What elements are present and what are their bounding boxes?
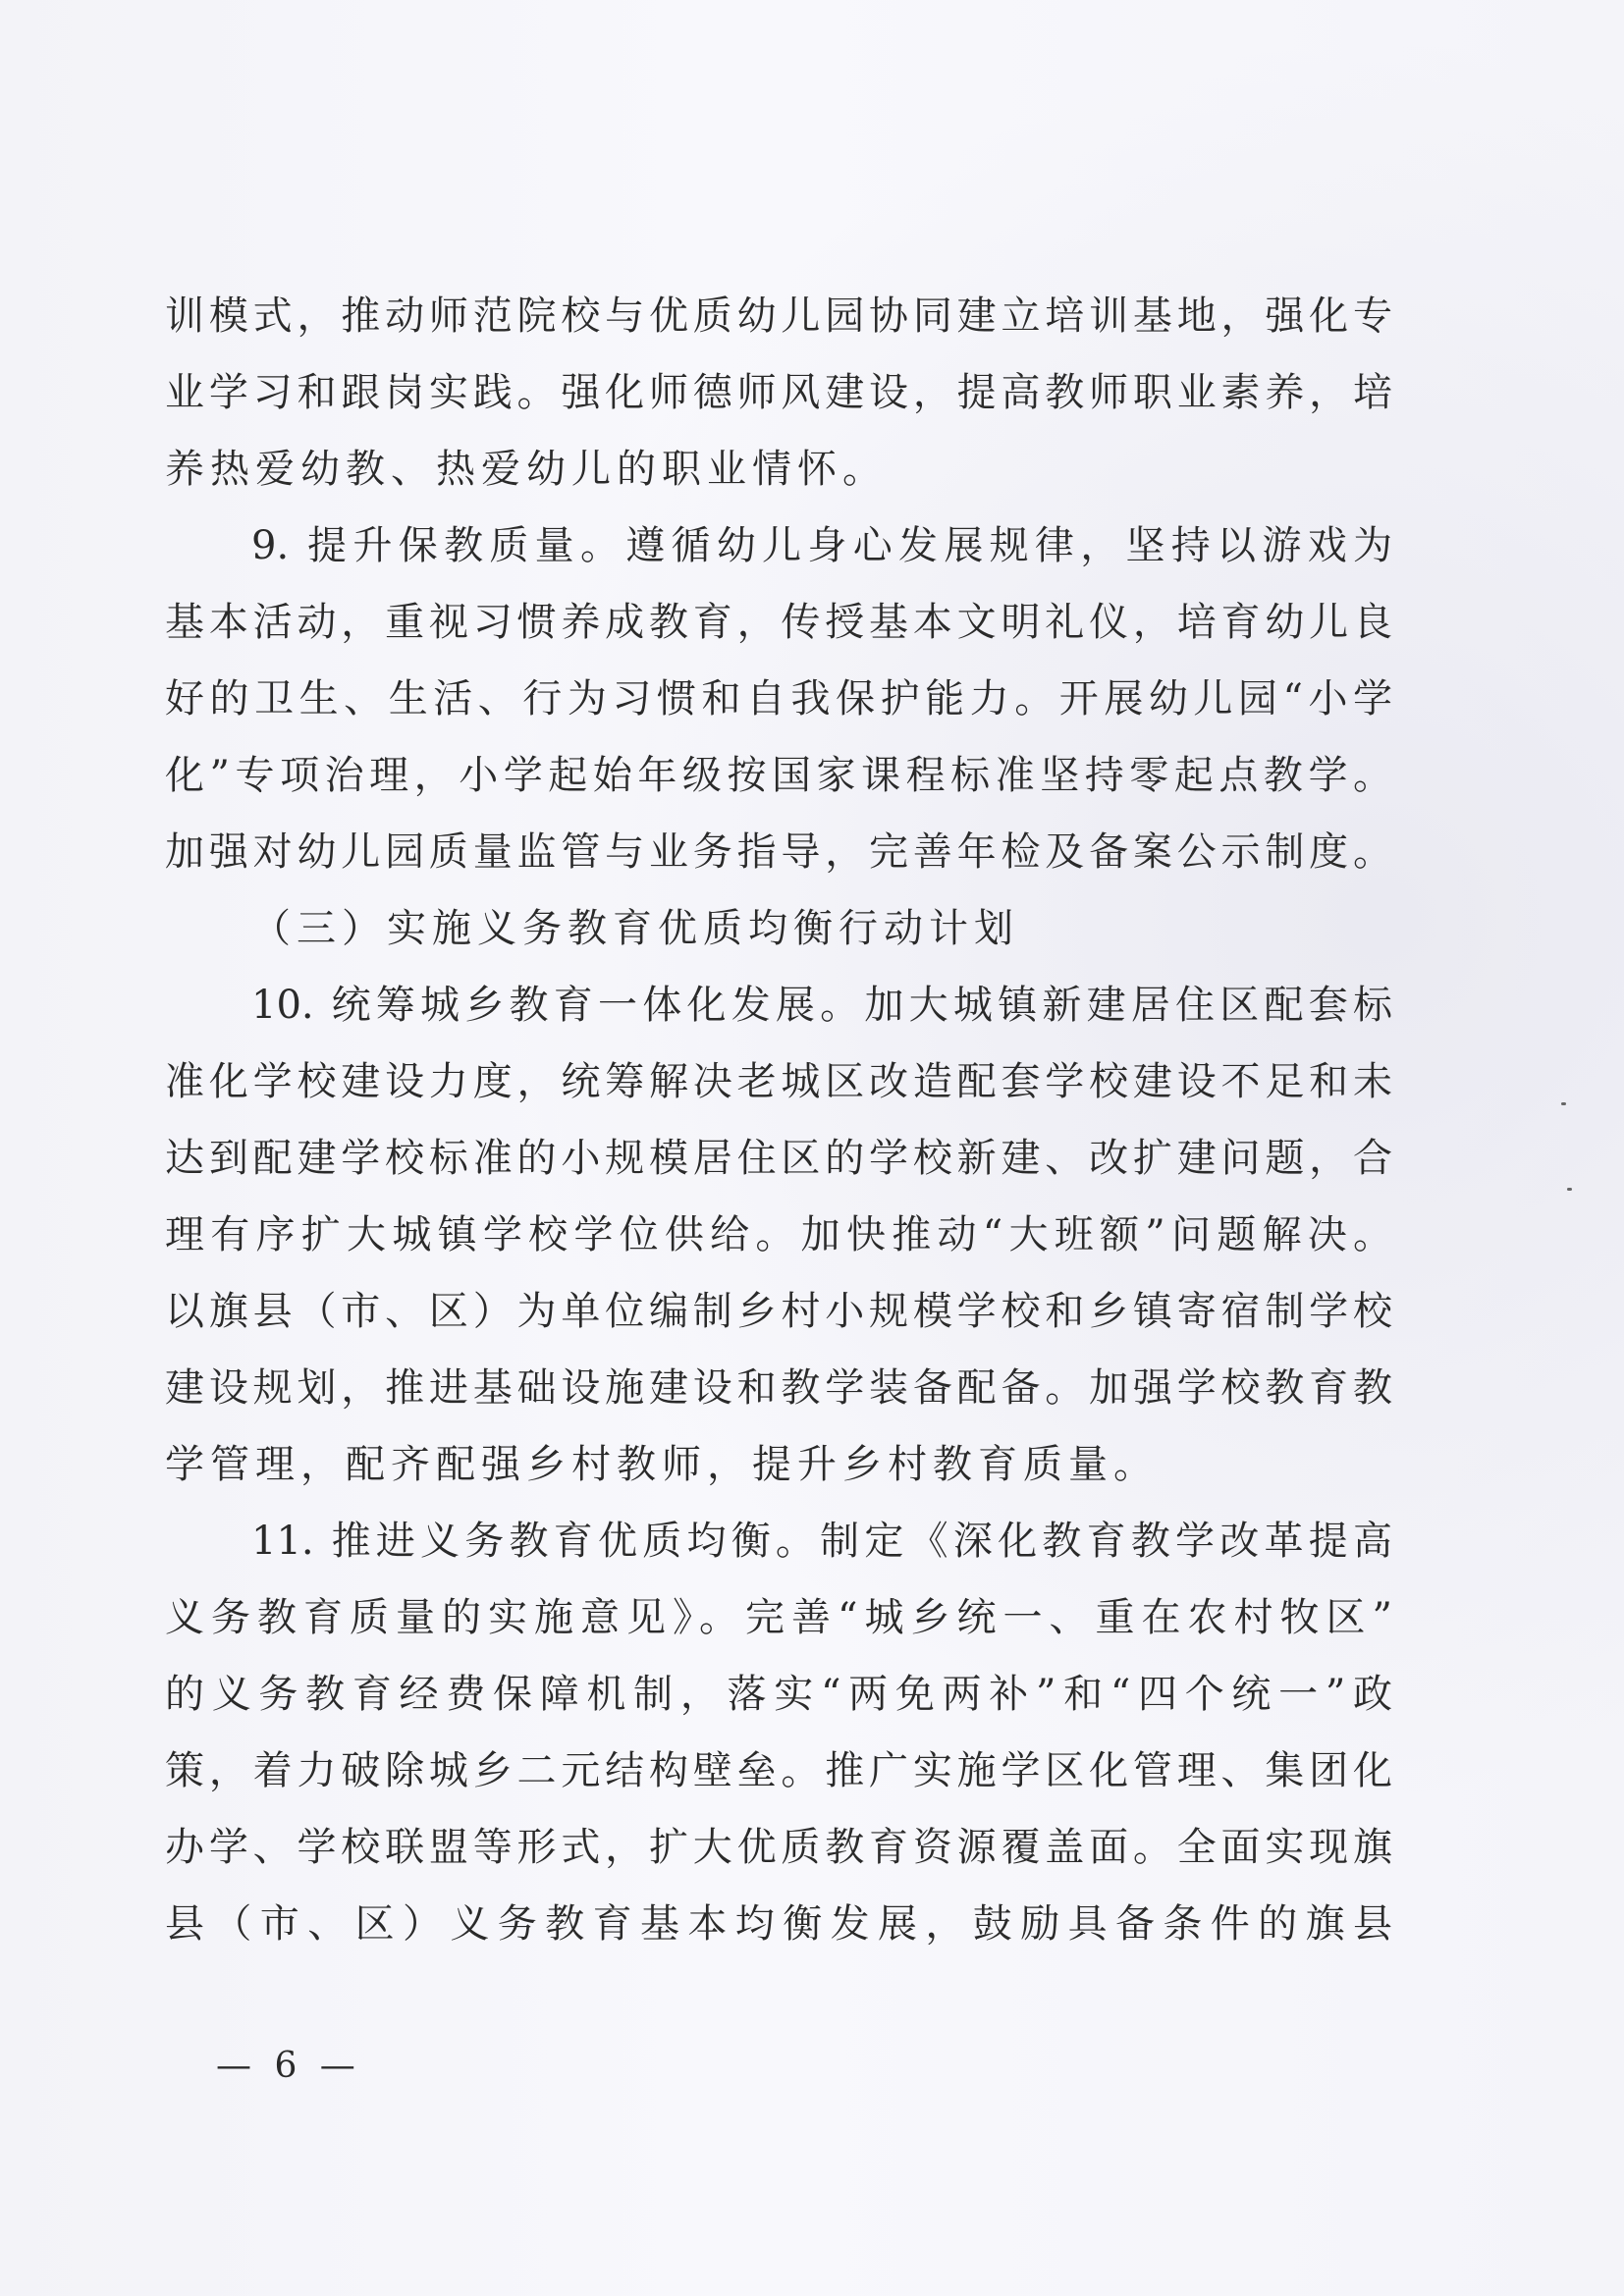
text-line: 办学、学校联盟等形式，扩大优质教育资源覆盖面。全面实现旗 (165, 1825, 1392, 1870)
text-line: 达到配建学校标准的小规模居住区的学校新建、改扩建问题，合 (165, 1136, 1392, 1181)
text-line: 的义务教育经费保障机制，落实“两免两补”和“四个统一”政 (165, 1672, 1392, 1717)
text-line: 好的卫生、生活、行为习惯和自我保护能力。开展幼儿园“小学 (165, 676, 1392, 721)
text-line: 学管理，配齐配强乡村教师，提升乡村教育质量。 (165, 1442, 1159, 1487)
text-line: 义务教育质量的实施意见》。完善“城乡统一、重在农村牧区” (165, 1595, 1392, 1640)
text-line: 策，着力破除城乡二元结构壁垒。推广实施学区化管理、集团化 (165, 1748, 1392, 1793)
scan-speck (1561, 1102, 1566, 1105)
text-line: 县（市、区）义务教育基本均衡发展，鼓励具备条件的旗县 (165, 1901, 1392, 1947)
text-line: 养热爱幼教、热爱幼儿的职业情怀。 (165, 447, 888, 492)
text-line: 业学习和跟岗实践。强化师德师风建设，提高教师职业素养，培 (165, 370, 1392, 415)
text-line: 建设规划，推进基础设施建设和教学装备配备。加强学校教育教 (165, 1365, 1392, 1411)
text-line: 11. 推进义务教育优质均衡。制定《深化教育教学改革提高 (251, 1519, 1392, 1564)
text-line: 化”专项治理，小学起始年级按国家课程标准坚持零起点教学。 (165, 753, 1392, 798)
text-line: 10. 统筹城乡教育一体化发展。加大城镇新建居住区配套标 (251, 983, 1392, 1028)
text-line: 训模式，推动师范院校与优质幼儿园协同建立培训基地，强化专 (165, 294, 1392, 339)
page-number: — 6 — (216, 2046, 361, 2086)
scan-speck (1567, 1188, 1572, 1191)
section-heading: （三）实施义务教育优质均衡行动计划 (251, 906, 1019, 951)
text-line: 准化学校建设力度，统筹解决老城区改造配套学校建设不足和未 (165, 1059, 1392, 1104)
text-line: 加强对幼儿园质量监管与业务指导，完善年检及备案公示制度。 (165, 829, 1392, 875)
text-line: 基本活动，重视习惯养成教育，传授基本文明礼仪，培育幼儿良 (165, 600, 1392, 645)
document-body (165, 278, 1392, 1962)
text-line: 9. 提升保教质量。遵循幼儿身心发展规律，坚持以游戏为 (251, 523, 1392, 568)
text-line: 理有序扩大城镇学校学位供给。加快推动“大班额”问题解决。 (165, 1212, 1392, 1257)
text-line: 以旗县（市、区）为单位编制乡村小规模学校和乡镇寄宿制学校 (165, 1289, 1392, 1334)
